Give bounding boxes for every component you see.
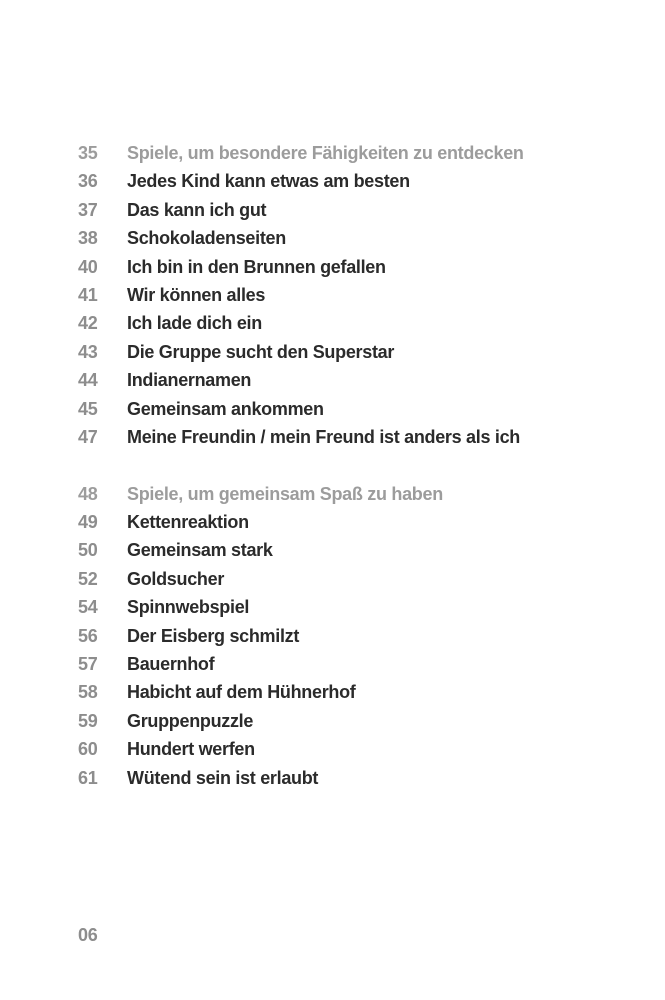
toc-row: [78, 764, 618, 792]
toc-page-number: 49: [78, 512, 98, 533]
toc-entry-title: Wütend sein ist erlaubt: [127, 767, 319, 788]
toc-row: [78, 395, 618, 423]
toc-page-number: 52: [78, 568, 98, 589]
toc-entry-title: Die Gruppe sucht den Superstar: [127, 341, 395, 362]
toc-section-heading-row: [78, 139, 618, 167]
toc-row: [78, 565, 618, 593]
toc-page-number: 40: [78, 256, 98, 277]
toc-entry-title: Jedes Kind kann etwas am besten: [127, 171, 410, 192]
toc-page-number: 50: [78, 540, 98, 561]
toc-entry-title: Habicht auf dem Hühnerhof: [127, 682, 356, 703]
toc-row: [78, 167, 618, 195]
toc-section-fähigkeiten: [78, 139, 618, 451]
toc-page-number: 61: [78, 767, 98, 788]
toc-page-number: 48: [78, 483, 98, 504]
toc-entry-title: Bauernhof: [127, 654, 215, 675]
toc-row: [78, 650, 618, 678]
toc-page-number: 58: [78, 682, 98, 703]
toc-page-number: 57: [78, 654, 98, 675]
toc-entry-title: Wir können alles: [127, 284, 266, 305]
toc-page-number: 60: [78, 739, 98, 760]
toc-row: [78, 253, 618, 281]
toc-page-number: 36: [78, 171, 98, 192]
toc-entry-title: Das kann ich gut: [127, 199, 267, 220]
toc-entry-title: Ich bin in den Brunnen gefallen: [127, 256, 386, 277]
toc-page-number: 43: [78, 341, 98, 362]
toc-entry-title: Gemeinsam stark: [127, 540, 273, 561]
toc-entry-title: Goldsucher: [127, 568, 225, 589]
toc-entry-title: Hundert werfen: [127, 739, 255, 760]
toc-page-number: 54: [78, 597, 98, 618]
toc-page-number: 44: [78, 370, 98, 391]
toc-row: [78, 707, 618, 735]
toc-entry-title: Der Eisberg schmilzt: [127, 625, 300, 646]
toc-row: [78, 678, 618, 706]
toc-page-number: 41: [78, 284, 98, 305]
toc-page-number: 38: [78, 228, 98, 249]
toc-page-number: 59: [78, 710, 98, 731]
toc-row: [78, 338, 618, 366]
section-heading: Spiele, um besondere Fähigkeiten zu entdecken: [127, 143, 524, 163]
toc-section-heading-row: [78, 480, 618, 508]
section-heading: Spiele, um gemeinsam Spaß zu haben: [127, 483, 443, 504]
toc-row: [78, 224, 618, 252]
toc-entry-title: Spinnwebspiel: [127, 597, 250, 618]
toc-row: [78, 281, 618, 309]
toc-entry-title: Schokoladenseiten: [127, 228, 286, 249]
toc-page-number: 56: [78, 625, 98, 646]
toc-row: [78, 622, 618, 650]
toc-row: [78, 366, 618, 394]
toc-entry-title: Indianernamen: [127, 370, 252, 391]
table-of-contents: [78, 139, 618, 792]
folio-page-number: 06: [78, 925, 98, 945]
toc-entry-title: Ich lade dich ein: [127, 313, 262, 334]
toc-row: [78, 196, 618, 224]
toc-entry-title: Meine Freundin / mein Freund ist anders als ich: [127, 426, 520, 447]
toc-page-number: 47: [78, 426, 98, 447]
toc-row: [78, 309, 618, 337]
toc-row: [78, 536, 618, 564]
toc-entry-title: Kettenreaktion: [127, 512, 249, 533]
toc-page-number: 45: [78, 398, 98, 419]
toc-row: [78, 508, 618, 536]
toc-row: [78, 735, 618, 763]
toc-row: [78, 423, 618, 451]
toc-entry-title: Gemeinsam ankommen: [127, 398, 324, 419]
toc-page-number: 35: [78, 143, 98, 163]
toc-page-number: 37: [78, 199, 98, 220]
toc-page-number: 42: [78, 313, 98, 334]
toc-entry-title: Gruppenpuzzle: [127, 710, 254, 731]
toc-section-spass: [78, 480, 618, 792]
toc-row: [78, 593, 618, 621]
